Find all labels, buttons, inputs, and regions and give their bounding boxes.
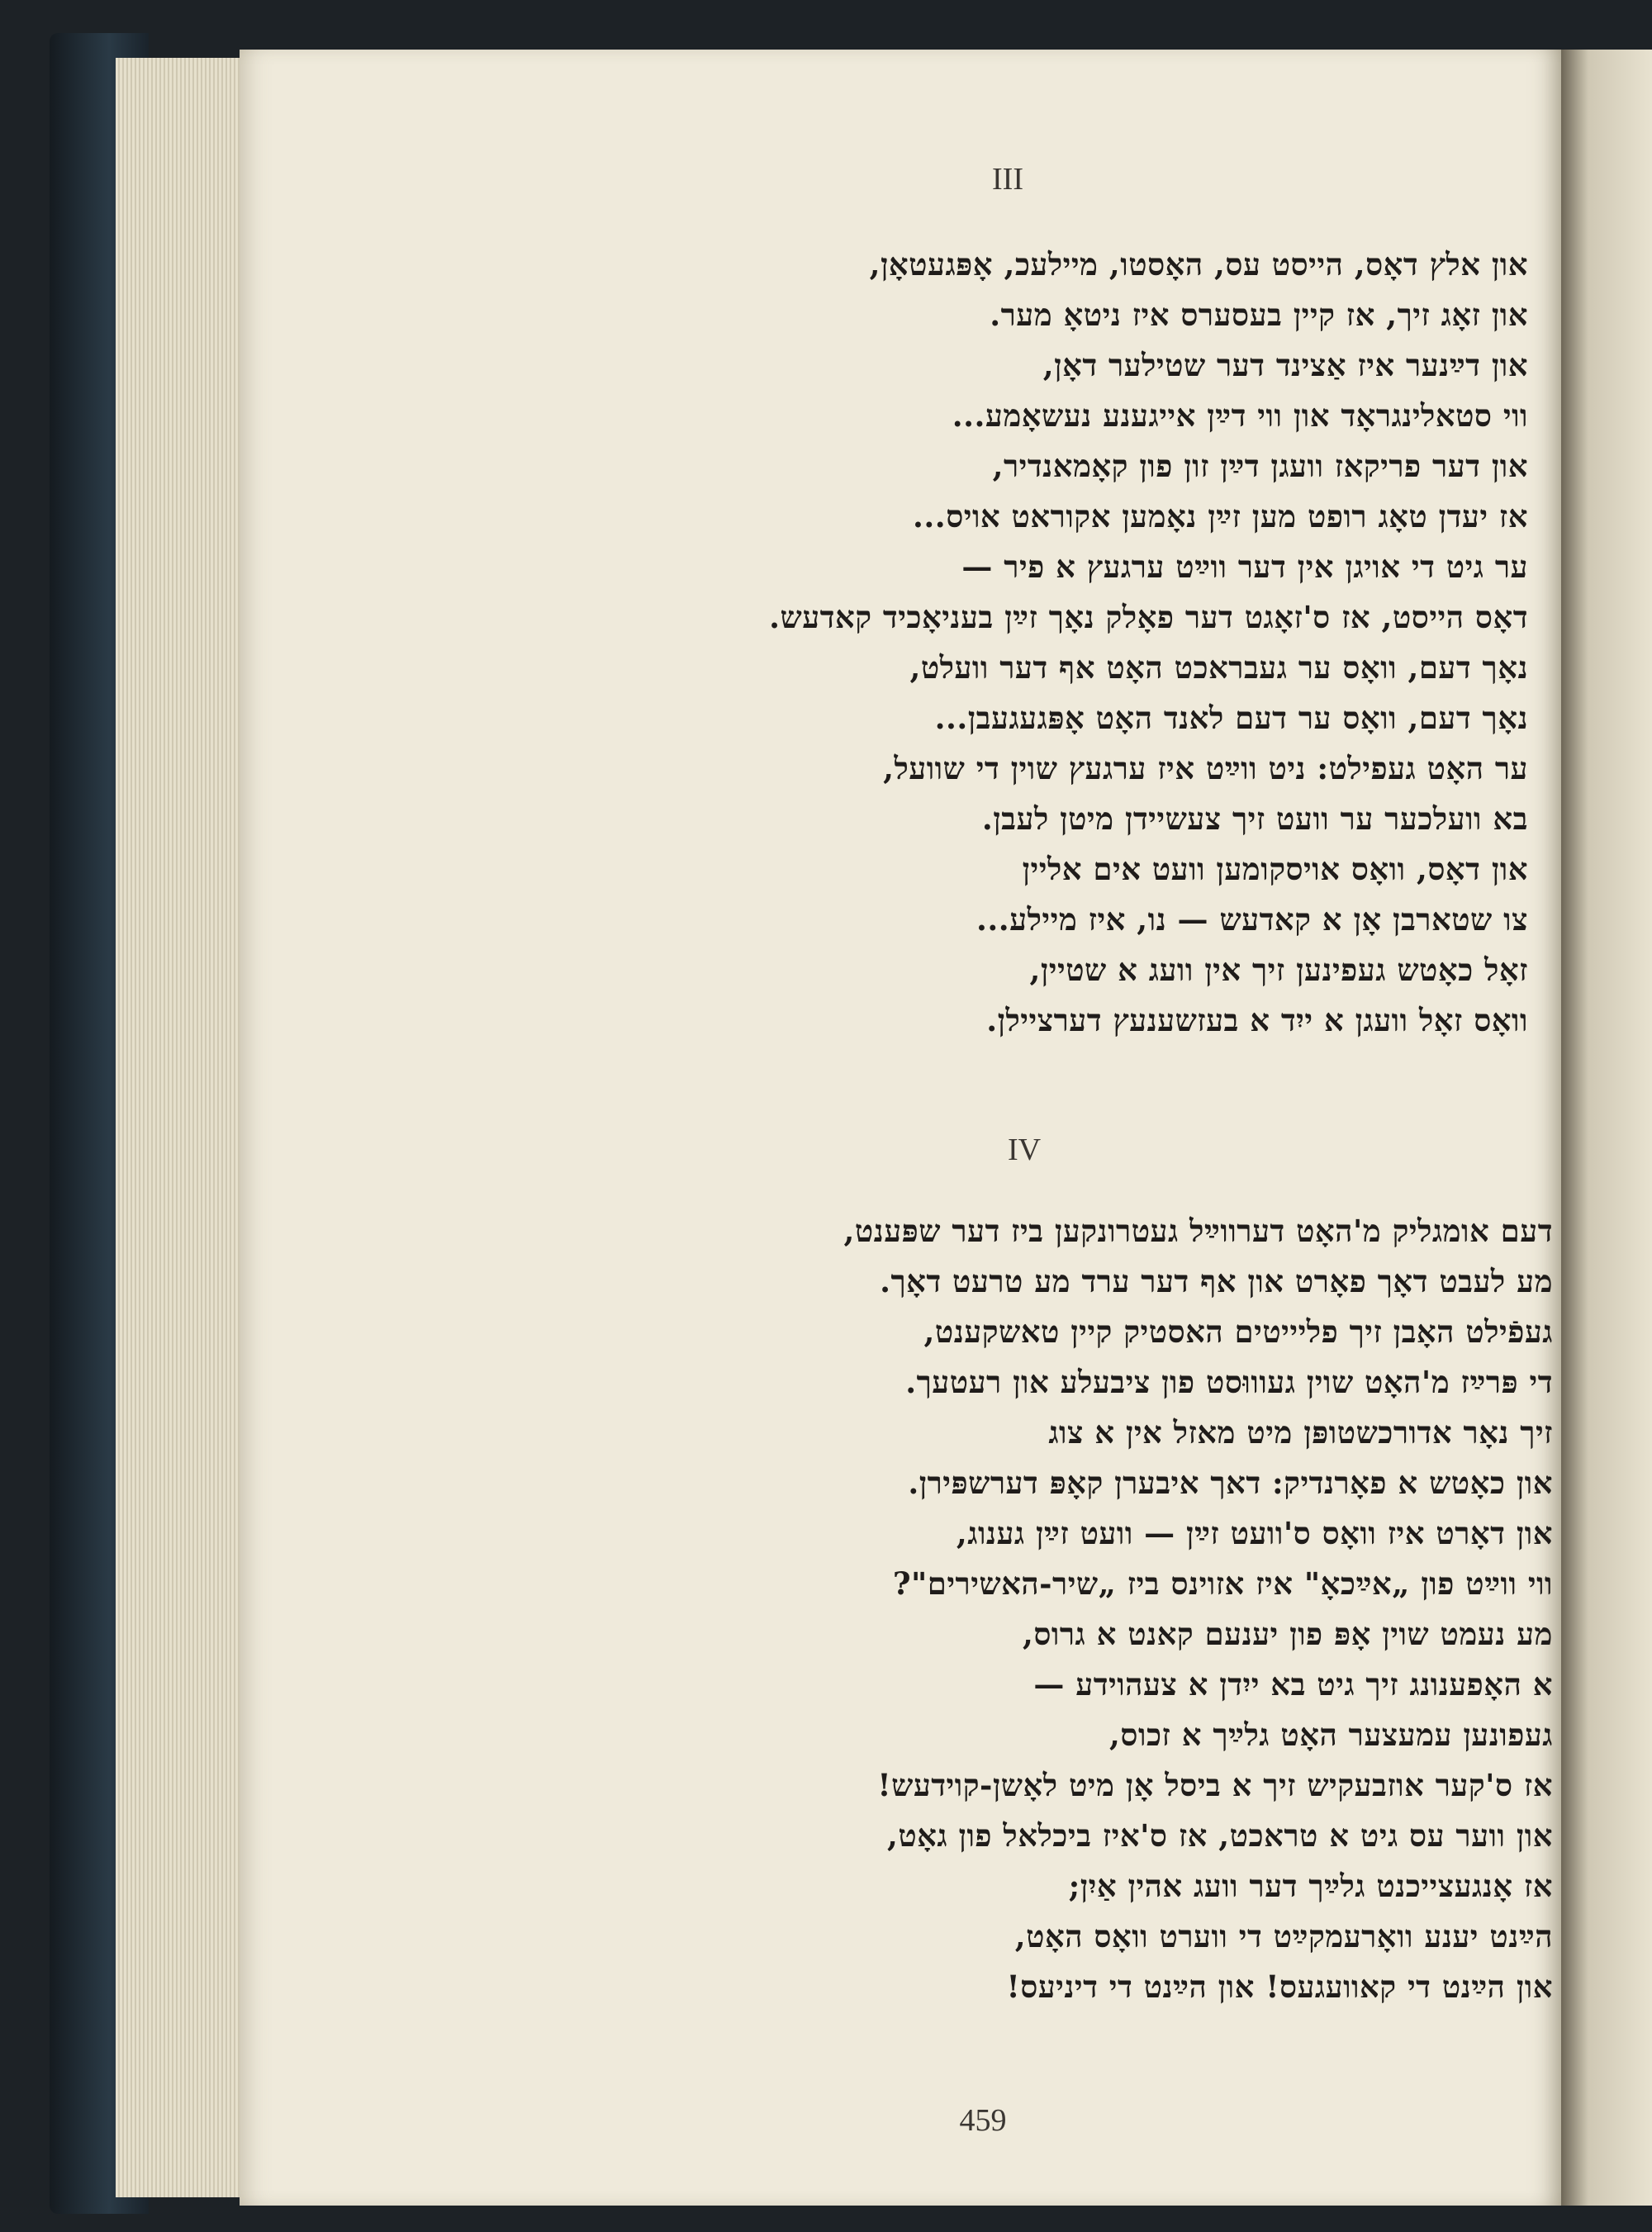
poem-line: אז אָנגעצייכנט גלײַך דער וועג אהין אַיִן;: [1068, 1868, 1553, 1904]
page-edges: [116, 58, 248, 2197]
poem-section-iv: [487, 1206, 1553, 2012]
poem-section-iii: [487, 240, 1528, 1046]
poem-line: און כאָטש א פאָרנדיק: דאך איבערן קאָפּ דערשפּירן.: [908, 1465, 1553, 1501]
book-gutter: [1561, 50, 1652, 2206]
poem-line: דאָס הייסט, אז ס'זאָגט דער פאָלק נאָך זײַן בעניאָכיד קאדעש.: [769, 599, 1528, 635]
section-heading-iv: IV: [1007, 1133, 1042, 1167]
poem-line: און דײַנער איז אַצינד דער שטילער דאָן,: [1042, 347, 1528, 383]
poem-line: הײַנט יענע וואָרעמקײַט די ווערט וואָס האָט,: [1014, 1918, 1553, 1954]
poem-line: און דאָרט איז וואָס ס'וועט זײַן — וועט זײַן גענוג,: [956, 1515, 1553, 1551]
poem-line: און דאָס, וואָס אויסקומען וועט אים אליין: [1022, 851, 1528, 887]
poem-line: געפונען עמעצער האָט גלײַך א זכוס,: [1109, 1717, 1553, 1753]
poem-line: וואָס זאָל וועגן א ייִד א בעזשענעץ דערציילן.: [986, 1002, 1528, 1038]
poem-line: ווי סטאלינגראָד און ווי דײַן אייגענע נעשאָמע...: [952, 397, 1528, 434]
poem-line: און זאָג זיך, אז קיין בעסערס איז ניטאָ מער.: [990, 297, 1528, 333]
poem-line: מע נעמט שוין אָפּ פון יענעם קאנט א גרוס,: [1022, 1616, 1553, 1652]
poem-line: ער האָט געפילט: ניט ווײַט איז ערגעץ שוין די שוועל,: [883, 750, 1528, 786]
page-number: 459: [959, 2103, 1007, 2138]
poem-line: מע לעבט דאָך פאָרט און אף דער ערד מע טרעט דאָך.: [880, 1263, 1553, 1299]
poem-line: געפֿילט האָבן זיך פליייטים האסטיק קיין טאשקענט,: [923, 1313, 1553, 1350]
poem-line: זיך נאָר אדורכשטופּן מיט מאזל אין א צוג: [1048, 1414, 1553, 1451]
poem-line: בא וועלכער ער וועט זיך צעשיידן מיטן לעבן.: [981, 800, 1528, 837]
poem-line: צו שטארבן אָן א קאדעש — נו, איז מיילע...: [976, 901, 1528, 938]
poem-line: אז ס'קער אוזבעקיש זיך א ביסל אָן מיט לאָשן-קוידעש!: [877, 1767, 1553, 1803]
poem-line: אז יעדן טאָג רופט מען זײַן נאָמען אקוראט אויס...: [913, 498, 1528, 534]
poem-line: ווי ווײַט פון „אײַכאָ" איז אזוינס ביז „שיר-האשירים"?: [892, 1565, 1553, 1602]
poem-line: און דער פריקאז וועגן דײַן זון פון קאָמאנדיר,: [992, 448, 1528, 484]
poem-line: נאָך דעם, וואָס ער געבראכט האָט אף דער וועלט,: [909, 649, 1528, 686]
poem-line: דעם אומגליק מ'האָט דערווײַל געטרונקען ביז דער שפּענט,: [843, 1213, 1553, 1249]
poem-line: די פּרײַז מ'האָט שוין געוווּסט פון ציבעלע און רעטעך.: [905, 1364, 1553, 1400]
poem-line: זאָל כאָטש געפינען זיך אין וועג א שטיין,: [1029, 952, 1528, 988]
poem-line: און ווער עס גיט א טראכט, אז ס'איז ביכלאל פון גאָט,: [886, 1817, 1553, 1854]
poem-line: און אלץ דאָס, הייסט עס, האָסטו, מיילעכ, אָפּגעטאָן,: [869, 246, 1528, 283]
poem-line: נאָך דעם, וואָס ער דעם לאנד האָט אָפּגעגעבן...: [934, 700, 1528, 736]
poem-line: ער גיט די אויגן אין דער ווײַט ערגעץ א פיר —: [961, 549, 1528, 585]
section-heading-iii: III: [992, 162, 1023, 197]
poem-line: א האָפענונג זיך גיט בא ייִדן א צעהוידע —: [1033, 1666, 1553, 1702]
poem-line: און הײַנט די קאוועגעס! און הײַנט די דיניעס!: [1006, 1968, 1553, 2005]
